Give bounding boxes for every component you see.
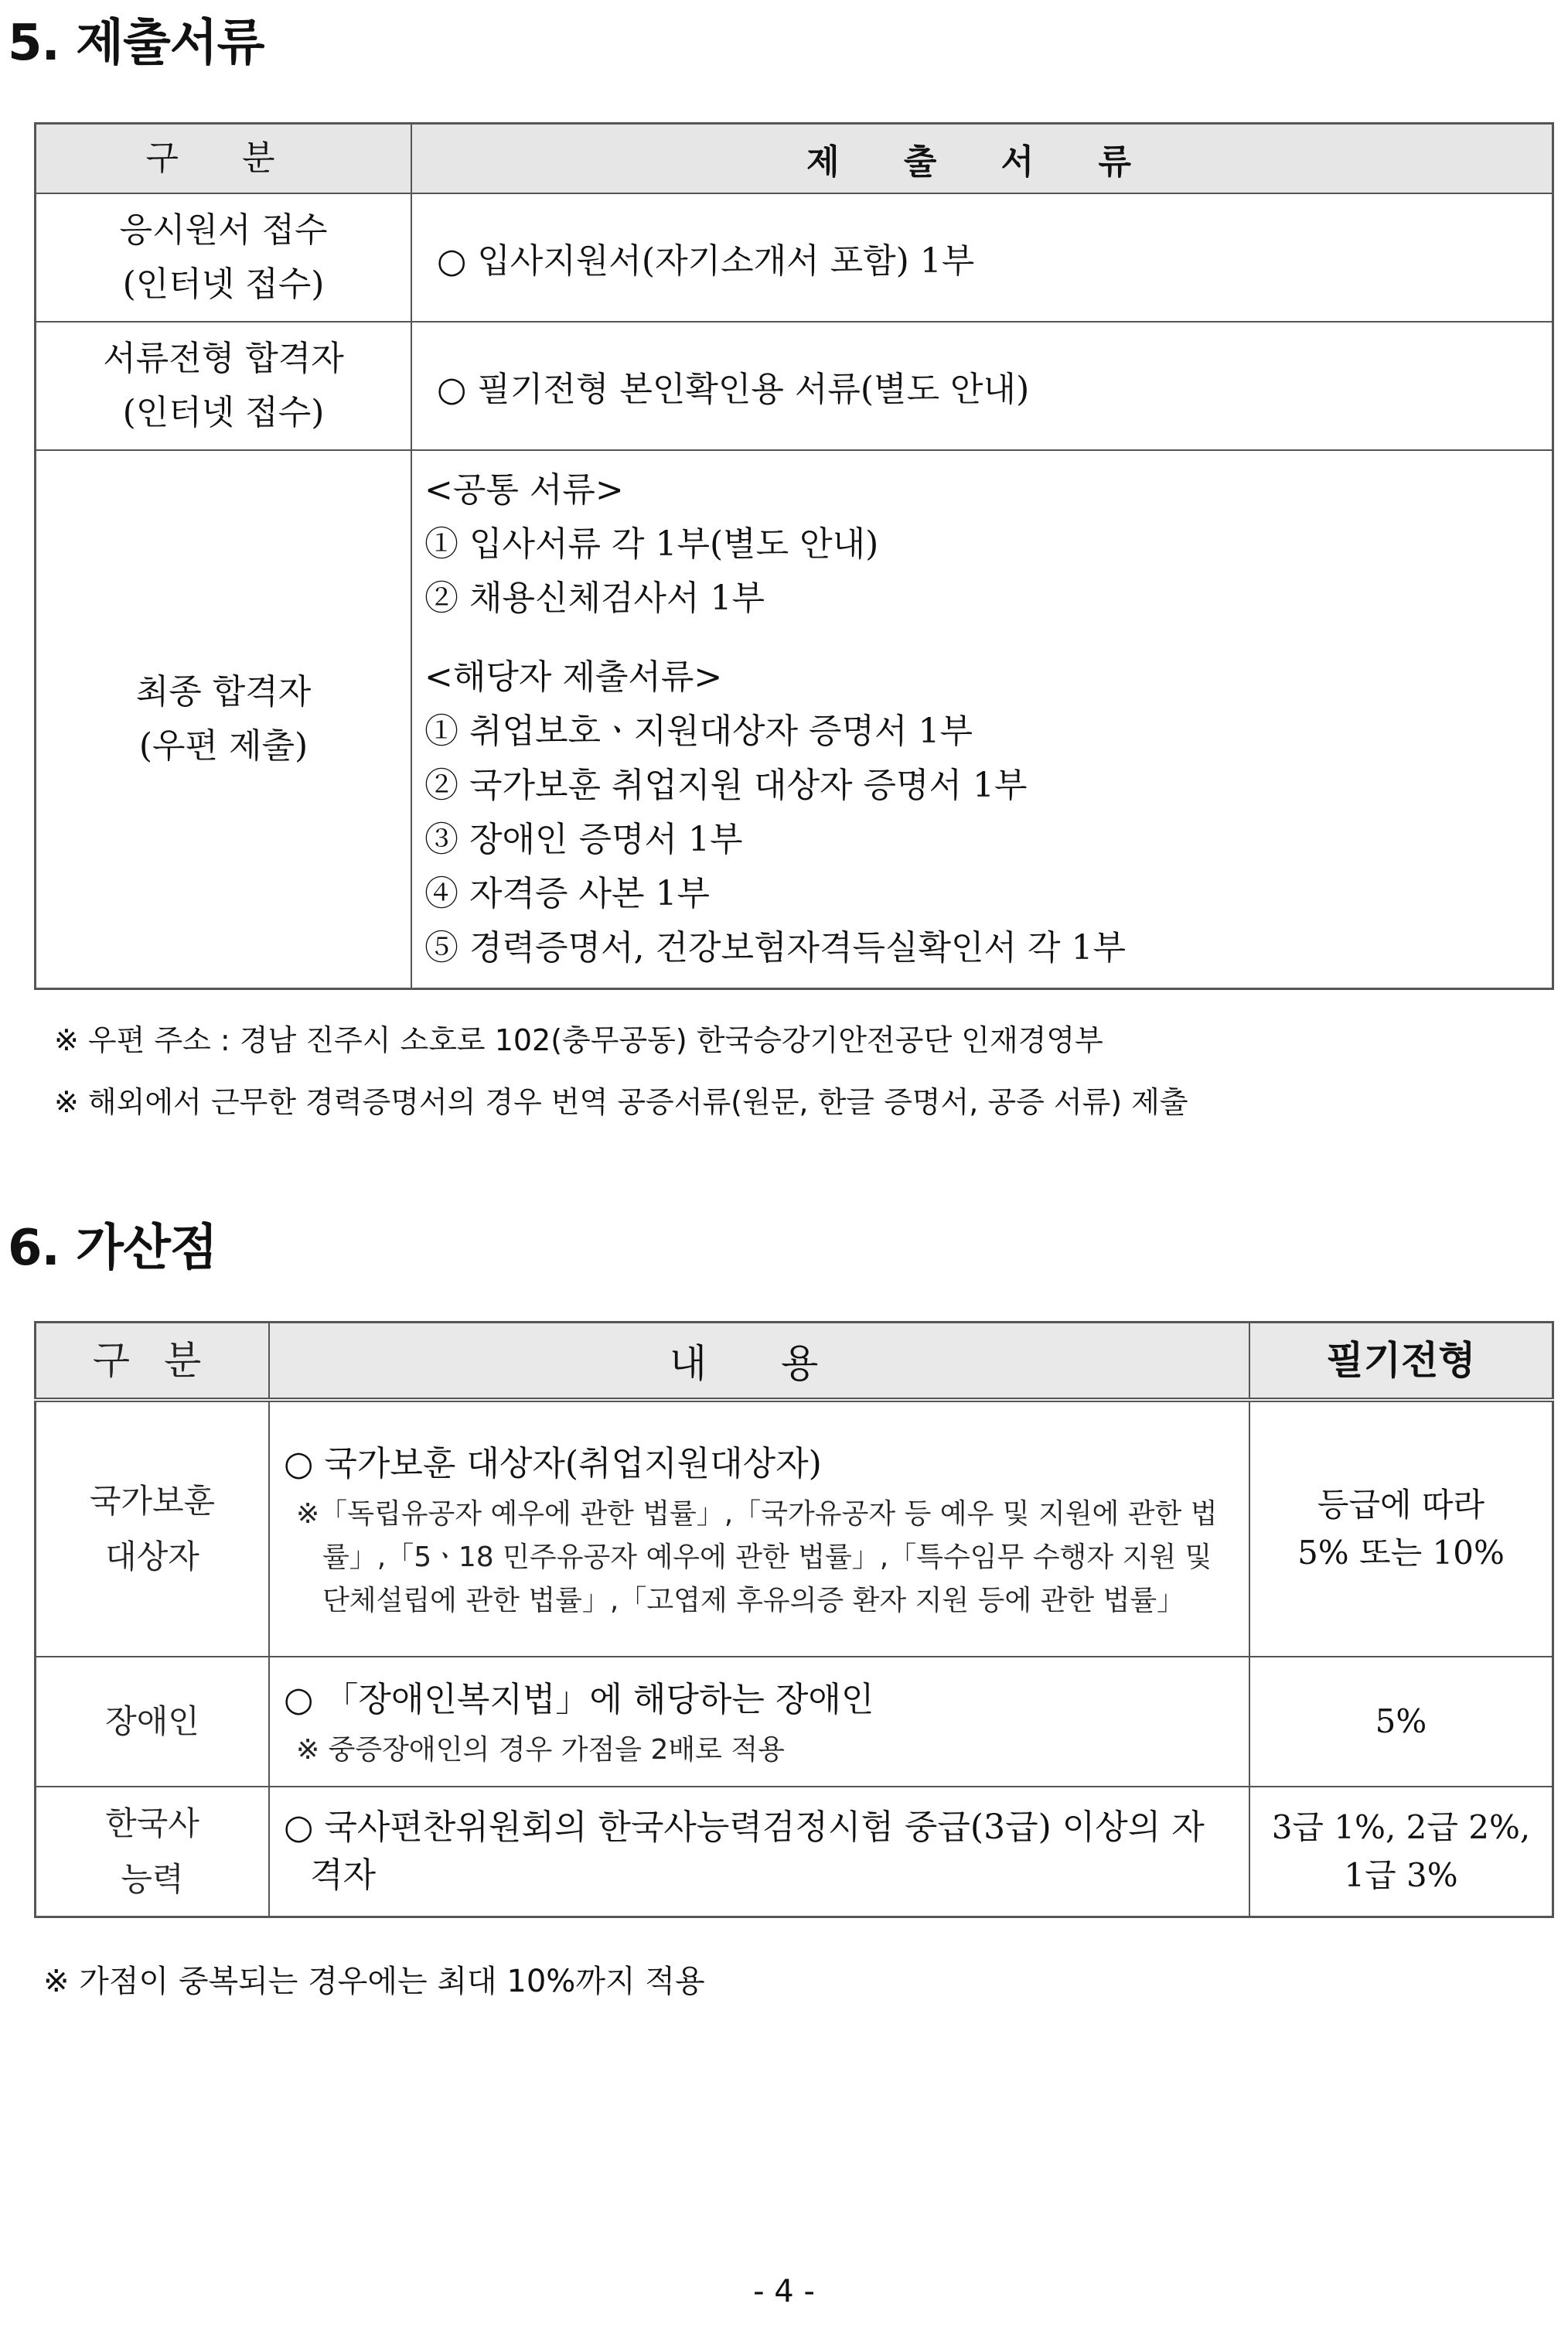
table-row [36, 1400, 1553, 1657]
table-header-row [36, 124, 1553, 194]
section6-title: 6. 가산점 [8, 1220, 217, 1277]
row-content: ○ 국사편찬위원회의 한국사능력검정시험 중급(3급) 이상의 자격자 [269, 1787, 1249, 1917]
row-content: ○ 「장애인복지법」에 해당하는 장애인 ※ 중증장애인의 경우 가점을 2배로 적용 [269, 1657, 1249, 1787]
row-points: 등급에 따라 5% 또는 10% [1249, 1400, 1553, 1657]
bonus-points-table [34, 1321, 1554, 1918]
table-row [36, 1787, 1553, 1917]
table-header-row [36, 1323, 1553, 1401]
header-category: 구 분 [36, 124, 412, 194]
header-content: 내 용 [269, 1323, 1249, 1401]
table-row [36, 322, 1553, 450]
table-row [36, 450, 1553, 988]
list-item: ④ 자격증 사본 1부 [424, 873, 710, 913]
table-row [36, 193, 1553, 322]
header-category: 구 분 [36, 1323, 270, 1401]
specific-docs-title: <해당자 제출서류> [424, 657, 723, 697]
row-content: ○ 국가보훈 대상자(취업지원대상자) ※「독립유공자 예우에 관한 법률」,「국가유공자 등 예우 및 지원에 관한 법률」,「5ㆍ18 민주유공자 예우에 관한 법률」,「특수임무 수행자 지원 및 단체설립에 관한 법률」,「고엽제 후유의증 환자 지원 등에 관한 법률」 [269, 1400, 1249, 1657]
list-item: ③ 장애인 증명서 1부 [424, 819, 743, 859]
row-label: 장애인 [36, 1657, 270, 1787]
table-row [36, 1657, 1553, 1787]
list-item: ① 취업보호ㆍ지원대상자 증명서 1부 [424, 711, 973, 751]
list-item: ② 국가보훈 취업지원 대상자 증명서 1부 [424, 765, 1028, 805]
list-item: ② 채용신체검사서 1부 [424, 578, 765, 618]
section5-title: 5. 제출서류 [8, 15, 264, 72]
list-item: ① 입사서류 각 1부(별도 안내) [424, 524, 879, 564]
row-label: 최종 합격자 (우편 제출) [36, 450, 412, 988]
row-content: ○ 필기전형 본인확인용 서류(별도 안내) [411, 322, 1553, 450]
row-label: 국가보훈 대상자 [36, 1400, 270, 1657]
row-label: 서류전형 합격자 (인터넷 접수) [36, 322, 412, 450]
row-points: 5% [1249, 1657, 1553, 1787]
row-content: ○ 입사지원서(자기소개서 포함) 1부 [411, 193, 1553, 322]
common-docs-title: <공통 서류> [424, 469, 624, 510]
list-item: ⑤ 경력증명서, 건강보험자격득실확인서 각 1부 [424, 927, 1126, 968]
documents-table [34, 122, 1554, 990]
page-number: - 4 - [753, 2274, 815, 2309]
row-content [411, 450, 1553, 988]
postal-address-note: ※ 우편 주소 : 경남 진주시 소호로 102(충무공동) 한국승강기안전공단 인재경영부 [54, 1023, 1103, 1057]
header-written-test: 필기전형 [1249, 1323, 1553, 1401]
overseas-career-note: ※ 해외에서 근무한 경력증명서의 경우 번역 공증서류(원문, 한글 증명서, 공증 서류) 제출 [54, 1085, 1188, 1119]
header-documents: 제 출 서 류 [411, 124, 1553, 194]
row-label: 응시원서 접수 (인터넷 접수) [36, 193, 412, 322]
max-bonus-note: ※ 가점이 중복되는 경우에는 최대 10%까지 적용 [43, 1964, 705, 1999]
row-label: 한국사 능력 [36, 1787, 270, 1917]
row-points: 3급 1%, 2급 2%, 1급 3% [1249, 1787, 1553, 1917]
